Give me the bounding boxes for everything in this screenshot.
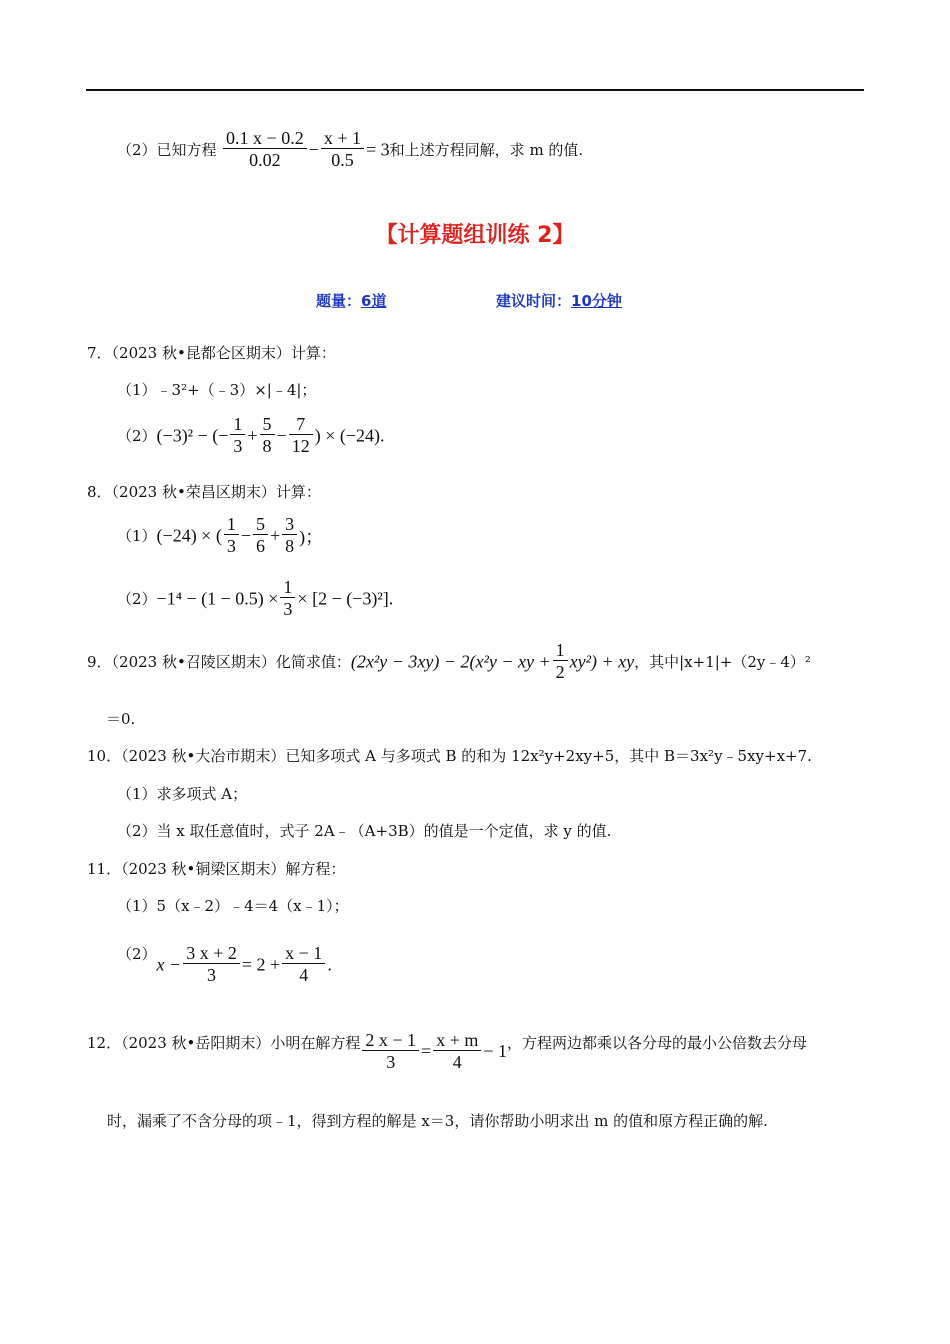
expression: × [2 − (−3)²]. <box>297 588 394 608</box>
part-label: （2） <box>117 427 157 446</box>
part-label: （1） <box>117 527 157 546</box>
question-10-part-1: （1）求多项式 A； <box>117 785 248 803</box>
denominator: 6 <box>256 536 265 556</box>
denominator: 8 <box>285 536 295 556</box>
numerator: x + 1 <box>321 128 364 149</box>
question-12-text: ，方程两边都乘以各分母的最小公倍数去分母 <box>507 1034 808 1052</box>
denominator: 4 <box>452 1052 462 1072</box>
denominator: 0.02 <box>249 150 281 170</box>
fraction <box>253 514 268 557</box>
operator: − <box>276 425 287 445</box>
operator: + <box>270 525 281 545</box>
denominator: 4 <box>299 965 309 985</box>
numerator: x + m <box>433 1030 481 1051</box>
question-count-label: 题量： <box>316 292 362 310</box>
expression: )； <box>299 526 324 547</box>
expression: (2x²y − 3xy) − 2(x²y − xy + <box>350 651 551 671</box>
question-10-stem: 10．（2023 秋•大冶市期末）已知多项式 A 与多项式 B 的和为 12x²y+2xy+5，其中 B＝3x²y﹣5xy+x+7. <box>87 747 812 765</box>
numerator: 1 <box>230 414 245 435</box>
section-title: 【计算题组训练 2】 <box>375 223 575 248</box>
fraction <box>230 414 245 457</box>
denominator: 3 <box>226 536 236 556</box>
fraction <box>223 128 307 171</box>
fraction <box>260 414 275 457</box>
numerator: x − 1 <box>282 943 325 964</box>
question-count-value: 6道 <box>361 292 387 310</box>
expression: −1⁴ − (1 − 0.5) × <box>156 588 279 608</box>
question-8-stem: 8．（2023 秋•荣昌区期末）计算： <box>87 483 321 501</box>
question-11-part-2 <box>117 943 332 986</box>
expression: (−3)² − (− <box>156 425 229 445</box>
question-9-stem: 9．（2023 秋•召陵区期末）化简求值： <box>87 653 351 672</box>
question-8-part-2 <box>117 577 393 620</box>
question-12-stem: 12．（2023 秋•岳阳期末）小明在解方程 <box>87 1034 361 1052</box>
question-7-part-1: （1）﹣3²+（﹣3）×|﹣4|； <box>117 381 317 399</box>
suggested-time <box>496 290 622 311</box>
numerator: 2 x − 1 <box>362 1030 419 1051</box>
fraction <box>282 943 325 986</box>
part-label: （2） <box>117 945 157 963</box>
fraction <box>282 514 297 557</box>
operator: − <box>240 525 251 545</box>
denominator: 2 <box>555 662 565 682</box>
denominator: 3 <box>283 599 293 619</box>
fraction <box>553 640 568 683</box>
part-label: （2） <box>117 590 157 609</box>
denominator: 12 <box>291 436 310 456</box>
fraction <box>183 943 240 986</box>
question-11-stem: 11．（2023 秋•铜梁区期末）解方程： <box>87 860 346 878</box>
fraction <box>289 414 313 457</box>
question-10-part-2: （2）当 x 取任意值时，式子 2A﹣（A+3B）的值是一个定值，求 y 的值. <box>117 822 612 840</box>
denominator: 3 <box>207 965 217 985</box>
fraction <box>280 577 295 620</box>
question-9 <box>87 640 811 683</box>
header-rule <box>86 89 864 91</box>
expression: xy²) + xy <box>569 651 635 671</box>
denominator: 3 <box>386 1052 396 1072</box>
expression: ) × (−24). <box>314 425 385 445</box>
suggested-time-label: 建议时间： <box>496 292 572 310</box>
fraction <box>362 1030 419 1073</box>
prev-item-suffix: 和上述方程同解，求 m 的值. <box>389 141 584 160</box>
prev-item <box>117 128 583 171</box>
numerator: 5 <box>253 514 268 535</box>
question-7-stem: 7．（2023 秋•昆都仑区期末）计算： <box>87 344 336 362</box>
suggested-time-value: 10分钟 <box>571 292 622 310</box>
question-12-line-2: 时，漏乘了不含分母的项﹣1，得到方程的解是 x＝3，请你帮助小明求出 m 的值和原方程正确的解. <box>107 1112 768 1130</box>
numerator: 0.1 x − 0.2 <box>223 128 307 149</box>
expression: (−24) × ( <box>156 525 222 545</box>
expression: − 1 <box>483 1041 508 1061</box>
fraction <box>321 128 364 171</box>
question-count <box>316 290 386 311</box>
numerator: 1 <box>553 640 568 661</box>
question-12 <box>87 1032 807 1073</box>
operator: − <box>308 139 319 159</box>
prev-item-label: （2）已知方程 <box>117 141 217 160</box>
numerator: 7 <box>289 414 313 435</box>
fraction <box>224 514 239 557</box>
operator: + <box>247 425 258 445</box>
question-8-part-1 <box>117 514 323 557</box>
question-11-part-1: （1）5（x﹣2）﹣4＝4（x﹣1）； <box>117 897 349 915</box>
numerator: 1 <box>280 577 295 598</box>
operator: = 3 <box>366 139 390 159</box>
expression: = 2 + <box>241 954 281 974</box>
denominator: 0.5 <box>331 150 354 170</box>
expression: x − <box>156 954 182 974</box>
question-9-condition-end: ＝0. <box>106 710 136 728</box>
question-7-part-2 <box>117 414 385 457</box>
numerator: 5 <box>260 414 275 435</box>
numerator: 1 <box>224 514 239 535</box>
numerator: 3 <box>282 514 297 535</box>
expression: . <box>327 954 332 974</box>
numerator: 3 x + 2 <box>183 943 240 964</box>
fraction <box>433 1030 481 1073</box>
operator: = <box>421 1041 432 1061</box>
denominator: 8 <box>262 436 272 456</box>
question-9-condition: ，其中|x+1|+（2y﹣4）² <box>634 653 811 672</box>
denominator: 3 <box>233 436 243 456</box>
